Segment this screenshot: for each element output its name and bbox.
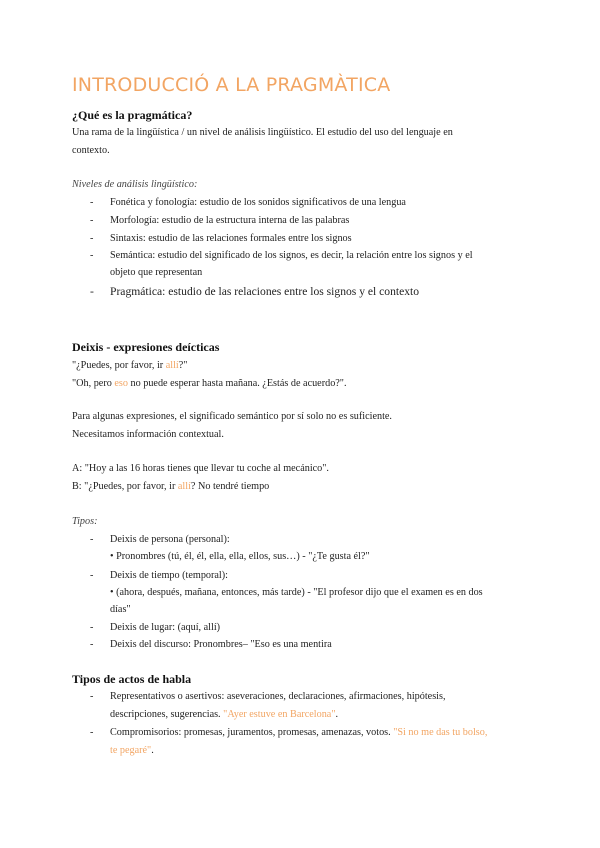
text: no puede esperar hasta mañana. ¿Estás de acuerdo?". bbox=[127, 378, 347, 389]
highlight: "Ayer estuve en Barcelona" bbox=[223, 709, 336, 720]
list-item-text: Sintaxis: estudio de las relaciones formales entre los signos bbox=[110, 233, 352, 244]
text: Compromisorios: promesas, juramentos, promesas, amenazas, votos. bbox=[110, 727, 394, 738]
list-item-text: Representativos o asertivos: aseveraciones, declaraciones, afirmaciones, hipótesis, bbox=[110, 691, 446, 702]
deixis-example-2 bbox=[72, 378, 347, 389]
section-heading-deixis: Deixis - expresiones deícticas bbox=[72, 340, 220, 354]
section-heading-actos: Tipos de actos de habla bbox=[72, 672, 192, 686]
list-dash: - bbox=[90, 570, 94, 581]
text: "Oh, pero bbox=[72, 378, 115, 389]
list-item-text: Deixis de lugar: (aquí, allí) bbox=[110, 622, 221, 633]
list-item-text: Semántica: estudio del significado de los signos, es decir, la relación entre los signos y el bbox=[110, 250, 473, 261]
list-item-text: Deixis de tiempo (temporal): bbox=[110, 570, 228, 581]
text: descripciones, sugerencias. bbox=[110, 709, 224, 720]
list-item-subline: • (ahora, después, mañana, entonces, más tarde) - "El profesor dijo que el examen es en dos bbox=[110, 587, 483, 598]
list-item-text: Fonética y fonología: estudio de los sonidos significativos de una lengua bbox=[110, 197, 406, 208]
highlight: eso bbox=[114, 378, 128, 389]
text: . bbox=[335, 709, 339, 720]
text: . bbox=[151, 745, 154, 756]
list-dash: - bbox=[90, 691, 94, 702]
dialogue-a: A: "Hoy a las 16 horas tienes que llevar tu coche al mecánico". bbox=[72, 463, 329, 474]
definition-line-2: contexto. bbox=[72, 145, 110, 156]
highlight: te pegaré" bbox=[110, 745, 152, 756]
definition-line-1: Una rama de la lingüística / un nivel de análisis lingüístico. El estudio del uso del lenguaje en bbox=[72, 127, 453, 138]
section-heading-pragmatica: ¿Qué es la pragmática? bbox=[72, 108, 193, 122]
document-title: INTRODUCCIÓ A LA PRAGMÀTICA bbox=[72, 74, 391, 96]
list-dash: - bbox=[90, 622, 94, 633]
list-item-text: Pragmática: estudio de las relaciones entre los signos y el contexto bbox=[110, 285, 420, 298]
list-item-text: Morfología: estudio de la estructura interna de las palabras bbox=[110, 215, 350, 226]
list-item-subline: • Pronombres (tú, él, él, ella, ella, ellos, sus…) - "¿Te gusta él?" bbox=[110, 551, 370, 562]
niveles-label: Niveles de análisis lingüístico: bbox=[72, 179, 198, 190]
list-item-subline bbox=[110, 745, 154, 756]
list-dash: - bbox=[90, 285, 94, 298]
highlight: allí bbox=[165, 360, 179, 371]
deixis-paragraph-1: Para algunas expresiones, el significado semántico por sí solo no es suficiente. bbox=[72, 411, 392, 422]
tipos-label: Tipos: bbox=[72, 516, 98, 527]
list-dash: - bbox=[90, 250, 94, 261]
list-dash: - bbox=[90, 233, 94, 244]
text: "¿Puedes, por favor, ir bbox=[72, 360, 166, 371]
dialogue-b bbox=[72, 481, 269, 492]
list-dash: - bbox=[90, 215, 94, 226]
list-dash: - bbox=[90, 639, 94, 650]
deixis-example-1 bbox=[72, 360, 187, 371]
text: B: "¿Puedes, por favor, ir bbox=[72, 481, 178, 492]
list-dash: - bbox=[90, 534, 94, 545]
deixis-paragraph-2: Necesitamos información contextual. bbox=[72, 429, 224, 440]
list-item-text: Deixis de persona (personal): bbox=[110, 534, 230, 545]
list-dash: - bbox=[90, 197, 94, 208]
highlight: allí bbox=[177, 481, 191, 492]
list-item-subline bbox=[110, 709, 338, 720]
list-item-text: Deixis del discurso: Pronombres– "Eso es una mentira bbox=[110, 639, 332, 650]
text: ?" bbox=[178, 360, 188, 371]
highlight: "Si no me das tu bolso, bbox=[393, 727, 488, 738]
list-dash: - bbox=[90, 727, 94, 738]
list-item-subline: días" bbox=[110, 604, 131, 615]
list-item-text bbox=[110, 727, 487, 738]
list-item-continuation: objeto que representan bbox=[110, 267, 203, 278]
text: ? No tendré tiempo bbox=[190, 481, 270, 492]
